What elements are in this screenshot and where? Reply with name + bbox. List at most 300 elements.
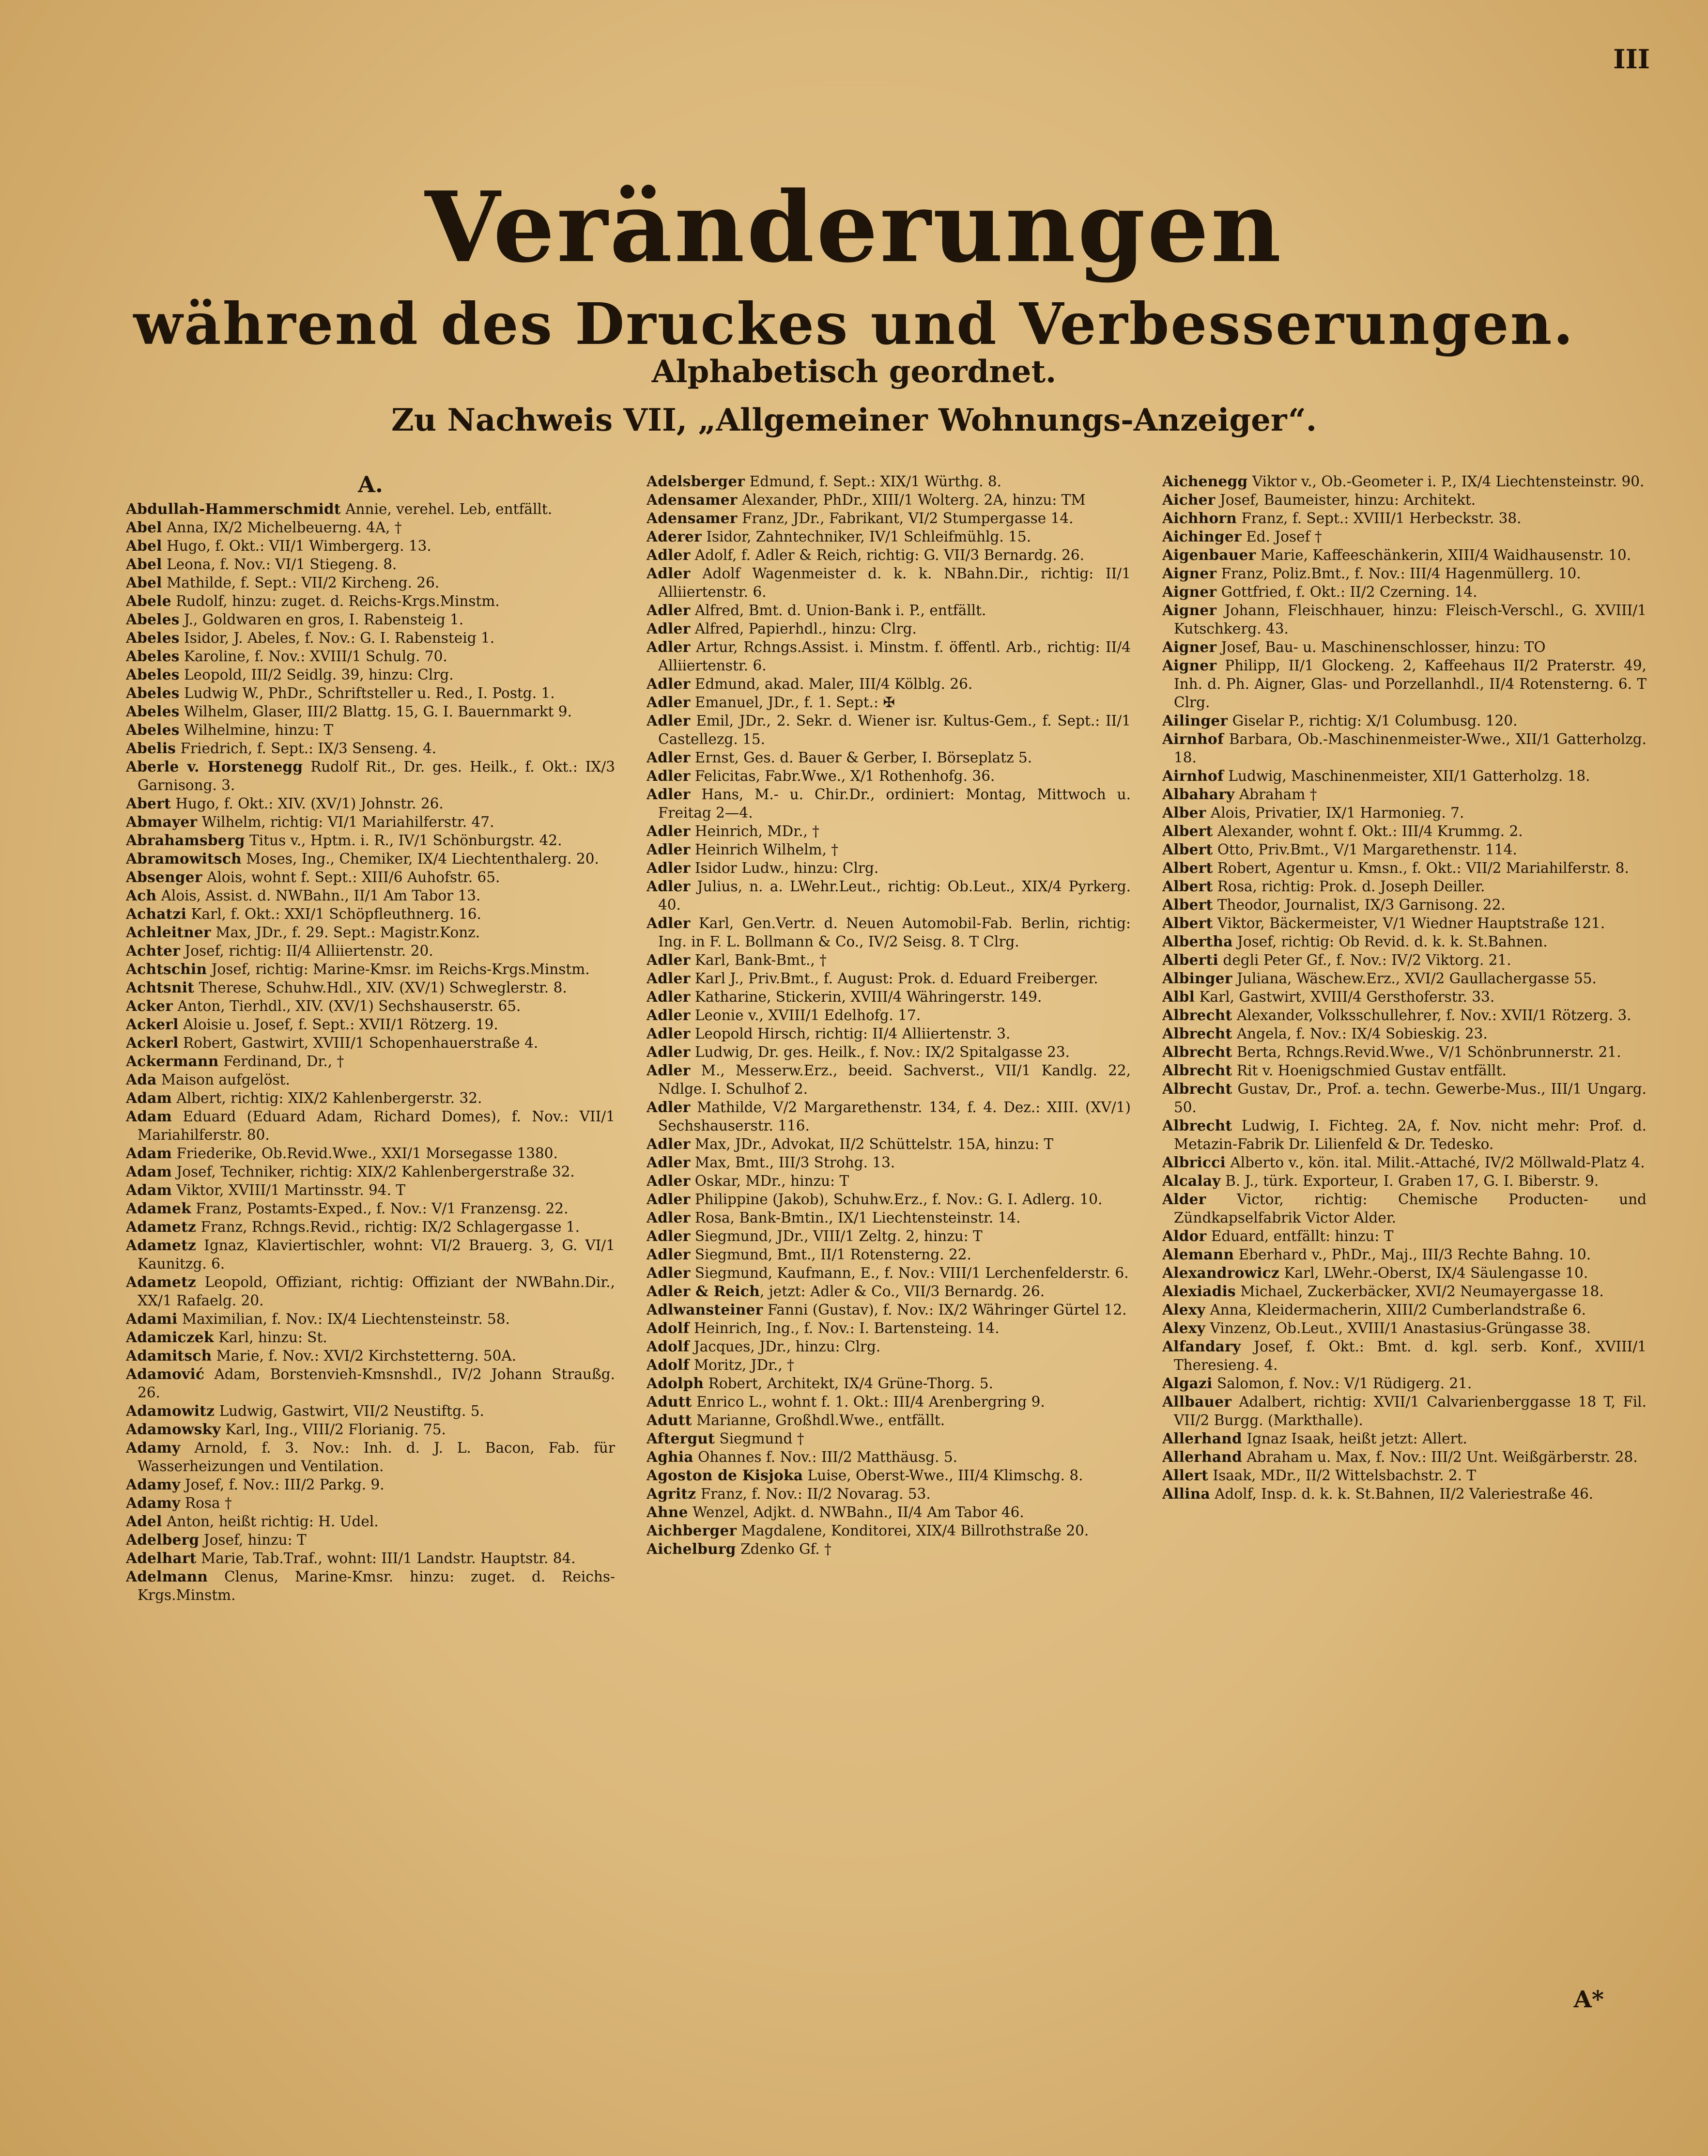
directory-entry bbox=[126, 1015, 615, 1034]
directory-entry bbox=[126, 1420, 615, 1439]
entry-details: Rudolf, hinzu: zuget. d. Reichs-Krgs.Minstm. bbox=[171, 592, 500, 609]
entry-details: Abraham † bbox=[1234, 786, 1317, 803]
entry-name: Adutt bbox=[646, 1411, 692, 1428]
entry-name: Aigner bbox=[1162, 565, 1217, 582]
entry-name: Adler bbox=[646, 878, 691, 895]
directory-entry bbox=[646, 1264, 1131, 1282]
directory-entry bbox=[126, 500, 615, 518]
entry-name: Adamy bbox=[126, 1494, 181, 1511]
entry-details: Wilhelm, Glaser, III/2 Blattg. 15, G. I. Bauernmarkt 9. bbox=[179, 703, 572, 720]
directory-entry bbox=[126, 1218, 615, 1236]
entry-name: Alexy bbox=[1162, 1301, 1206, 1318]
entry-name: Aigenbauer bbox=[1162, 546, 1256, 563]
entry-name: Aftergut bbox=[646, 1430, 715, 1447]
entry-name: Adler bbox=[646, 620, 691, 637]
directory-entry bbox=[1162, 951, 1646, 969]
directory-entry bbox=[126, 1567, 615, 1604]
directory-entry bbox=[126, 850, 615, 868]
directory-entry bbox=[646, 675, 1131, 693]
directory-entry bbox=[646, 1521, 1131, 1540]
directory-entry bbox=[646, 1503, 1131, 1521]
entry-name: Adler & Reich bbox=[646, 1283, 760, 1300]
entry-name: Adler bbox=[646, 1264, 691, 1281]
directory-entry bbox=[646, 988, 1131, 1006]
entry-name: Adler bbox=[646, 822, 691, 839]
entry-name: Allerhand bbox=[1162, 1448, 1242, 1465]
entry-details: Rosa † bbox=[180, 1494, 232, 1511]
directory-entry bbox=[126, 886, 615, 905]
entry-details: Gottfried, f. Okt.: II/2 Czerning. 14. bbox=[1216, 584, 1477, 600]
entry-details: J., Goldwaren en gros, I. Rabensteig 1. bbox=[179, 611, 464, 628]
entry-name: Ahne bbox=[646, 1504, 688, 1520]
directory-entry bbox=[646, 712, 1131, 748]
directory-entry bbox=[126, 1199, 615, 1218]
column-3 bbox=[1162, 472, 1646, 2022]
entry-name: Ach bbox=[126, 886, 157, 904]
entry-name: Adler bbox=[646, 1154, 691, 1171]
directory-entry bbox=[126, 960, 615, 978]
directory-entry bbox=[126, 905, 615, 923]
entry-name: Abeles bbox=[126, 666, 180, 683]
directory-entry bbox=[126, 592, 615, 610]
entry-details: Adolf Wagenmeister d. k. k. NBahn.Dir., richtig: II/1 Alliiertenstr. 6. bbox=[658, 565, 1131, 600]
entry-details: Franz, Poliz.Bmt., f. Nov.: III/4 Hagenmüllerg. 10. bbox=[1216, 565, 1581, 582]
entry-name: Aichinger bbox=[1162, 528, 1242, 545]
directory-entry bbox=[1162, 509, 1646, 527]
entry-details: Angela, f. Nov.: IX/4 Sobieskig. 23. bbox=[1232, 1025, 1488, 1042]
entry-details: Arnold, f. 3. Nov.: Inh. d. J. L. Bacon, Fab. für Wasserheizungen und Ventilation. bbox=[138, 1439, 615, 1474]
entry-name: Adler bbox=[646, 1135, 691, 1152]
entry-details: Karl, Bank-Bmt., † bbox=[690, 952, 827, 968]
entry-details: Rudolf Rit., Dr. ges. Heilk., f. Okt.: IX/3 Garnisong. 3. bbox=[138, 758, 615, 793]
directory-entry bbox=[646, 1024, 1131, 1043]
entry-details: Edmund, akad. Maler, III/4 Kölblg. 26. bbox=[690, 676, 973, 692]
directory-entry bbox=[126, 537, 615, 555]
entry-details: Alexander, wohnt f. Okt.: III/4 Krummg. 2. bbox=[1213, 823, 1523, 839]
entry-columns bbox=[126, 472, 1646, 2022]
entry-details: Adolf, f. Adler & Reich, richtig: G. VII/3 Bernardg. 26. bbox=[690, 547, 1085, 563]
directory-entry bbox=[126, 721, 615, 739]
directory-entry bbox=[1162, 988, 1646, 1006]
entry-details: Theodor, Journalist, IX/3 Garnisong. 22. bbox=[1213, 897, 1506, 913]
entry-name: Aigner bbox=[1162, 638, 1217, 655]
entry-details: Maximilian, f. Nov.: IX/4 Liechtensteinstr. 58. bbox=[177, 1310, 510, 1327]
entry-name: Abel bbox=[126, 537, 162, 554]
entry-name: Adami bbox=[126, 1310, 178, 1327]
entry-details: Adalbert, richtig: XVII/1 Calvarienberggasse 18 T, Fil. VII/2 Burgg. (Markthalle). bbox=[1174, 1394, 1646, 1428]
entry-details: Titus v., Hptm. i. R., IV/1 Schönburgstr. 42. bbox=[245, 832, 562, 849]
page-subtitle: während des Druckes und Verbesserungen. bbox=[133, 290, 1575, 357]
directory-entry bbox=[126, 610, 615, 629]
entry-details: Heinrich Wilhelm, † bbox=[690, 841, 839, 858]
entry-name: Absenger bbox=[126, 868, 202, 885]
entry-details: Edmund, f. Sept.: XIX/1 Würthg. 8. bbox=[745, 473, 1002, 490]
entry-details: Marie, f. Nov.: XVI/2 Kirchstetterng. 50A. bbox=[212, 1347, 517, 1364]
entry-details: Alois, Privatier, IX/1 Harmonieg. 7. bbox=[1206, 805, 1464, 821]
entry-name: Abramowitsch bbox=[126, 850, 242, 867]
column-2 bbox=[646, 472, 1131, 2022]
entry-name: Abert bbox=[126, 794, 171, 812]
entry-name: Alder bbox=[1162, 1191, 1206, 1208]
directory-entry bbox=[646, 969, 1131, 988]
entry-details: Wilhelmine, hinzu: T bbox=[179, 721, 334, 738]
entry-name: Airnhof bbox=[1162, 730, 1224, 747]
entry-name: Alexy bbox=[1162, 1319, 1206, 1336]
entry-details: Magdalene, Konditorei, XIX/4 Billrothstraße 20. bbox=[737, 1522, 1089, 1539]
entry-details: Eduard, entfällt: hinzu: T bbox=[1206, 1228, 1394, 1244]
directory-entry bbox=[646, 1172, 1131, 1190]
directory-entry bbox=[1162, 1190, 1646, 1227]
entry-name: Adolf bbox=[646, 1356, 690, 1373]
entry-details: Alfred, Papierhdl., hinzu: Clrg. bbox=[690, 620, 917, 637]
directory-entry bbox=[646, 914, 1131, 951]
directory-entry bbox=[1162, 767, 1646, 785]
entry-details: Anton, heißt richtig: H. Udel. bbox=[162, 1513, 379, 1530]
entry-name: Abdullah-Hammerschmidt bbox=[126, 500, 341, 517]
entry-details: Otto, Priv.Bmt., V/1 Margarethenstr. 114. bbox=[1213, 841, 1517, 858]
entry-details: Fanni (Gustav), f. Nov.: IX/2 Währinger Gürtel 12. bbox=[763, 1302, 1127, 1318]
entry-name: Alexandrowicz bbox=[1162, 1264, 1280, 1281]
directory-entry bbox=[1162, 546, 1646, 564]
entry-details: Max, JDr., f. 29. Sept.: Magistr.Konz. bbox=[211, 924, 480, 941]
entry-details: Franz, JDr., Fabrikant, VI/2 Stumpergasse 14. bbox=[737, 510, 1074, 527]
entry-details: Julius, n. a. LWehr.Leut., richtig: Ob.Leut., XIX/4 Pyrkerg. 40. bbox=[658, 878, 1131, 913]
entry-details: Ludwig, Dr. ges. Heilk., f. Nov.: IX/2 Spitalgasse 23. bbox=[690, 1044, 1070, 1060]
directory-entry bbox=[1162, 656, 1646, 712]
entry-details: Enrico L., wohnt f. 1. Okt.: III/4 Arenbergring 9. bbox=[692, 1394, 1045, 1410]
directory-entry bbox=[126, 739, 615, 758]
entry-name: Agoston de Kisjoka bbox=[646, 1467, 803, 1484]
directory-entry bbox=[646, 1227, 1131, 1245]
entry-name: Adler bbox=[646, 767, 691, 784]
entry-name: Albert bbox=[1162, 896, 1213, 913]
entry-name: Adler bbox=[646, 1099, 691, 1116]
entry-details: Giselar P., richtig: X/1 Columbusg. 120. bbox=[1228, 713, 1518, 729]
entry-details: Vinzenz, Ob.Leut., XVIII/1 Anastasius-Grüngasse 38. bbox=[1205, 1320, 1591, 1336]
entry-name: Albrecht bbox=[1162, 1117, 1232, 1134]
entry-details: Alberto v., kön. ital. Milit.-Attaché, IV/2 Möllwald-Platz 4. bbox=[1226, 1154, 1645, 1171]
entry-name: Adler bbox=[646, 1025, 691, 1042]
directory-entry bbox=[1162, 1448, 1646, 1466]
entry-details: Karl J., Priv.Bmt., f. August: Prok. d. Eduard Freiberger. bbox=[690, 970, 1098, 987]
entry-name: Achtsnit bbox=[126, 978, 195, 996]
directory-entry bbox=[126, 629, 615, 647]
directory-entry bbox=[1162, 1006, 1646, 1024]
entry-name: Achatzi bbox=[126, 905, 187, 922]
directory-entry bbox=[1162, 1429, 1646, 1448]
entry-name: Albinger bbox=[1162, 970, 1232, 987]
entry-name: Adolf bbox=[646, 1319, 690, 1336]
entry-details: Ohannes f. Nov.: III/2 Matthäusg. 5. bbox=[693, 1449, 958, 1465]
directory-entry bbox=[126, 813, 615, 831]
directory-entry bbox=[126, 647, 615, 666]
entry-details: Salomon, f. Nov.: V/1 Rüdigerg. 21. bbox=[1212, 1375, 1472, 1392]
entry-name: Adler bbox=[646, 749, 691, 766]
entry-details: Katharine, Stickerin, XVIII/4 Währingerstr. 149. bbox=[690, 989, 1042, 1005]
directory-entry bbox=[646, 1393, 1131, 1411]
entry-name: Albrecht bbox=[1162, 1043, 1232, 1060]
entry-details: Rosa, richtig: Prok. d. Joseph Deiller. bbox=[1213, 878, 1485, 895]
entry-name: Adensamer bbox=[646, 491, 738, 508]
entry-details: B. J., türk. Exporteur, I. Graben 17, G. I. Biberstr. 9. bbox=[1220, 1173, 1599, 1189]
directory-entry bbox=[646, 1429, 1131, 1448]
entry-details: Max, JDr., Advokat, II/2 Schüttelstr. 15A, hinzu: T bbox=[690, 1136, 1054, 1152]
entry-name: Adler bbox=[646, 1062, 691, 1079]
directory-entry bbox=[1162, 1153, 1646, 1172]
entry-name: Albertha bbox=[1162, 933, 1233, 950]
entry-name: Airnhof bbox=[1162, 767, 1224, 784]
directory-entry bbox=[1162, 1043, 1646, 1061]
entry-name: Aigner bbox=[1162, 602, 1217, 619]
entry-details: Alexander, Volksschullehrer, f. Nov.: XVII/1 Rötzerg. 3. bbox=[1232, 1007, 1631, 1024]
entry-details: degli Peter Gf., f. Nov.: IV/2 Viktorg. 21. bbox=[1218, 952, 1511, 968]
directory-entry bbox=[126, 702, 615, 721]
directory-entry bbox=[1162, 1319, 1646, 1337]
entry-details: Emanuel, JDr., f. 1. Sept.: ✠ bbox=[690, 694, 895, 711]
entry-details: Clenus, Marine-Kmsr. hinzu: zuget. d. Reichs-Krgs.Minstm. bbox=[138, 1568, 615, 1603]
entry-name: Adler bbox=[646, 859, 691, 876]
directory-entry bbox=[646, 1061, 1131, 1098]
entry-name: Adler bbox=[646, 1172, 691, 1189]
entry-details: Isidor Ludw., hinzu: Clrg. bbox=[690, 860, 879, 876]
entry-name: Adam bbox=[126, 1181, 172, 1198]
entry-name: Adensamer bbox=[646, 510, 738, 527]
directory-entry bbox=[126, 518, 615, 537]
entry-details: Alexander, PhDr., XIII/1 Wolterg. 2A, hinzu: TM bbox=[737, 492, 1086, 508]
entry-details: Josef, f. Nov.: III/2 Parkg. 9. bbox=[180, 1476, 385, 1493]
directory-entry bbox=[126, 794, 615, 813]
directory-entry bbox=[646, 620, 1131, 638]
entry-name: Aigner bbox=[1162, 583, 1217, 600]
entry-details: Albert, richtig: XIX/2 Kahlenbergerstr. 32. bbox=[172, 1089, 482, 1106]
entry-name: Abelis bbox=[126, 739, 176, 757]
entry-details: Isidor, J. Abeles, f. Nov.: G. I. Rabensteig 1. bbox=[179, 629, 495, 646]
directory-entry bbox=[646, 1374, 1131, 1393]
entry-details: Zdenko Gf. † bbox=[736, 1541, 831, 1557]
directory-entry bbox=[126, 831, 615, 850]
entry-name: Alcalay bbox=[1162, 1172, 1221, 1189]
entry-details: Gustav, Dr., Prof. a. techn. Gewerbe-Mus., III/1 Ungarg. 50. bbox=[1174, 1081, 1646, 1116]
entry-name: Aicher bbox=[1162, 491, 1216, 508]
entry-details: Mathilde, f. Sept.: VII/2 Kircheng. 26. bbox=[162, 574, 440, 591]
directory-entry bbox=[1162, 1080, 1646, 1117]
entry-name: Aldor bbox=[1162, 1227, 1207, 1244]
entry-name: Abeles bbox=[126, 721, 180, 738]
directory-entry bbox=[646, 822, 1131, 840]
entry-details: Friedrich, f. Sept.: IX/3 Senseng. 4. bbox=[176, 740, 437, 757]
directory-entry bbox=[1162, 1061, 1646, 1080]
entry-name: Aichelburg bbox=[646, 1540, 736, 1557]
entry-details: Wilhelm, richtig: VI/1 Mariahilferstr. 47. bbox=[197, 813, 494, 830]
entry-details: Hugo, f. Okt.: VII/1 Wimbergerg. 13. bbox=[162, 537, 431, 554]
entry-name: Algazi bbox=[1162, 1375, 1213, 1392]
entry-name: Abeles bbox=[126, 647, 180, 665]
entry-name: Adler bbox=[646, 951, 691, 968]
directory-entry bbox=[1162, 840, 1646, 859]
directory-entry bbox=[1162, 1117, 1646, 1153]
column-1 bbox=[126, 472, 615, 2022]
directory-entry bbox=[126, 923, 615, 942]
directory-entry bbox=[646, 1006, 1131, 1024]
entry-details: Rit v. Hoenigschmied Gustav entfällt. bbox=[1232, 1062, 1507, 1079]
entry-details: Leonie v., XVIII/1 Edelhofg. 17. bbox=[690, 1007, 921, 1024]
entry-details: Franz, Postamts-Exped., f. Nov.: V/1 Franzensg. 22. bbox=[191, 1200, 569, 1217]
entry-name: Adamy bbox=[126, 1439, 181, 1456]
entry-details: Oskar, MDr., hinzu: T bbox=[690, 1173, 849, 1189]
entry-details: Josef, Techniker, richtig: XIX/2 Kahlenbergerstraße 32. bbox=[172, 1163, 575, 1180]
entry-name: Aichenegg bbox=[1162, 473, 1248, 490]
directory-entry bbox=[126, 1347, 615, 1365]
entry-details: Maison aufgelöst. bbox=[156, 1071, 290, 1088]
entry-name: Adler bbox=[646, 1043, 691, 1060]
entry-details: Josef, Bau- u. Maschinenschlosser, hinzu: TO bbox=[1216, 639, 1546, 655]
directory-entry bbox=[646, 491, 1131, 509]
entry-name: Adler bbox=[646, 1007, 691, 1024]
entry-details: Leopold, Offiziant, richtig: Offiziant der NWBahn.Dir., XX/1 Rafaelg. 20. bbox=[138, 1273, 615, 1309]
entry-details: Karl, hinzu: St. bbox=[214, 1329, 327, 1346]
entry-name: Adler bbox=[646, 565, 691, 582]
entry-details: , jetzt: Adler & Co., VII/3 Bernardg. 26. bbox=[760, 1283, 1045, 1300]
entry-details: Luise, Oberst-Wwe., III/4 Klimschg. 8. bbox=[803, 1467, 1083, 1484]
directory-entry bbox=[126, 1531, 615, 1549]
entry-name: Acker bbox=[126, 997, 173, 1014]
entry-details: M., Messerw.Erz., beeid. Sachverst., VII/1 Kandlg. 22, Ndlge. I. Schulhof 2. bbox=[658, 1062, 1131, 1097]
entry-details: Ernst, Ges. d. Bauer & Gerber, I. Börseplatz 5. bbox=[690, 749, 1032, 766]
directory-entry bbox=[126, 684, 615, 702]
directory-entry bbox=[1162, 638, 1646, 656]
entry-name: Aghia bbox=[646, 1448, 693, 1465]
entry-name: Adolf bbox=[646, 1338, 690, 1355]
entry-name: Aberle v. Horstenegg bbox=[126, 758, 303, 775]
entry-details: Robert, Architekt, IX/4 Grüne-Thorg. 5. bbox=[704, 1375, 993, 1392]
entry-name: Allert bbox=[1162, 1467, 1209, 1484]
directory-entry bbox=[1162, 1024, 1646, 1043]
directory-entry bbox=[126, 574, 615, 592]
entry-name: Adamović bbox=[126, 1365, 205, 1382]
directory-entry bbox=[1162, 1374, 1646, 1393]
directory-entry bbox=[646, 546, 1131, 564]
directory-entry bbox=[646, 1411, 1131, 1429]
directory-entry bbox=[1162, 1301, 1646, 1319]
directory-entry bbox=[1162, 491, 1646, 509]
entry-details: Jacques, JDr., hinzu: Clrg. bbox=[689, 1338, 881, 1355]
entry-name: Alemann bbox=[1162, 1246, 1234, 1263]
entry-details: Moses, Ing., Chemiker, IX/4 Liechtenthalerg. 20. bbox=[241, 850, 599, 867]
directory-entry bbox=[646, 840, 1131, 859]
entry-details: Juliana, Wäschew.Erz., XVI/2 Gaullachergasse 55. bbox=[1232, 970, 1597, 987]
entry-details: Josef, richtig: Ob Revid. d. k. k. St.Bahnen. bbox=[1232, 933, 1548, 950]
entry-name: Albl bbox=[1162, 988, 1195, 1005]
entry-name: Abeles bbox=[126, 702, 180, 720]
entry-details: Viktor v., Ob.-Geometer i. P., IX/4 Liechtensteinstr. 90. bbox=[1247, 473, 1645, 490]
directory-entry bbox=[1162, 859, 1646, 877]
entry-name: Adelhart bbox=[126, 1549, 197, 1567]
entry-name: Adler bbox=[646, 638, 691, 655]
entry-name: Aigner bbox=[1162, 657, 1217, 674]
directory-entry bbox=[646, 472, 1131, 491]
entry-details: Franz, f. Sept.: XVIII/1 Herbeckstr. 38. bbox=[1237, 510, 1522, 527]
directory-entry bbox=[646, 767, 1131, 785]
entry-name: Adam bbox=[126, 1163, 172, 1180]
directory-entry bbox=[126, 1439, 615, 1475]
directory-entry bbox=[1162, 896, 1646, 914]
entry-name: Abeles bbox=[126, 684, 180, 701]
entry-name: Adam bbox=[126, 1107, 172, 1125]
subheading: Alphabetisch geordnet. bbox=[651, 354, 1057, 390]
directory-entry bbox=[126, 1107, 615, 1144]
entry-details: Therese, Schuhw.Hdl., XIV. (XV/1) Schweglerstr. 8. bbox=[194, 979, 567, 996]
entry-details: Isidor, Zahntechniker, IV/1 Schleifmühlg. 15. bbox=[701, 528, 1031, 545]
entry-name: Adler bbox=[646, 1227, 691, 1244]
entry-details: Adolf, Insp. d. k. k. St.Bahnen, II/2 Valeriestraße 46. bbox=[1210, 1486, 1594, 1502]
entry-details: Franz, Rchngs.Revid., richtig: IX/2 Schlagergasse 1. bbox=[196, 1218, 580, 1235]
directory-entry bbox=[126, 1089, 615, 1107]
entry-details: Victor, richtig: Chemische Producten- und Zündkapselfabrik Victor Alder. bbox=[1174, 1191, 1646, 1226]
entry-name: Adam bbox=[126, 1144, 172, 1162]
directory-entry bbox=[646, 859, 1131, 877]
entry-details: Eduard (Eduard Adam, Richard Domes), f. Nov.: VII/1 Mariahilferstr. 80. bbox=[138, 1108, 615, 1143]
entry-details: Heinrich, Ing., f. Nov.: I. Bartensteing. 14. bbox=[689, 1320, 1000, 1336]
directory-entry bbox=[1162, 1393, 1646, 1429]
directory-entry bbox=[1162, 472, 1646, 491]
entry-name: Adel bbox=[126, 1512, 162, 1530]
entry-details: Felicitas, Fabr.Wwe., X/1 Rothenhofg. 36. bbox=[690, 768, 995, 784]
entry-name: Achleitner bbox=[126, 923, 211, 941]
directory-entry bbox=[126, 1365, 615, 1402]
reference-line: Zu Nachweis VII, „Allgemeiner Wohnungs-Anzeiger“. bbox=[391, 402, 1317, 438]
directory-entry bbox=[646, 1356, 1131, 1374]
entry-name: Ailinger bbox=[1162, 712, 1228, 729]
directory-entry bbox=[646, 564, 1131, 601]
directory-entry bbox=[1162, 877, 1646, 896]
entry-name: Adamiczek bbox=[126, 1328, 214, 1346]
entry-name: Achter bbox=[126, 942, 181, 959]
entry-name: Abel bbox=[126, 555, 162, 573]
entry-details: Marianne, Großhdl.Wwe., entfällt. bbox=[692, 1412, 945, 1428]
entry-name: Aichberger bbox=[646, 1522, 737, 1539]
entry-name: Alfandary bbox=[1162, 1338, 1241, 1355]
directory-entry bbox=[646, 1448, 1131, 1466]
directory-entry bbox=[1162, 785, 1646, 804]
directory-entry bbox=[126, 1034, 615, 1052]
entry-name: Albert bbox=[1162, 841, 1213, 858]
directory-entry bbox=[646, 1190, 1131, 1209]
directory-entry bbox=[646, 1337, 1131, 1356]
entry-details: Viktor, Bäckermeister, V/1 Wiedner Hauptstraße 121. bbox=[1213, 915, 1605, 931]
entry-name: Albahary bbox=[1162, 786, 1235, 803]
entry-name: Adler bbox=[646, 712, 691, 729]
entry-details: Ludwig W., PhDr., Schriftsteller u. Red., I. Postg. 1. bbox=[179, 684, 555, 701]
entry-name: Ackerl bbox=[126, 1034, 179, 1051]
entry-details: Adam, Borstenvieh-Kmsnshdl., IV/2 Johann Straußg. 26. bbox=[138, 1365, 615, 1401]
entry-name: Alber bbox=[1162, 804, 1206, 821]
signature-mark: A* bbox=[1573, 1986, 1604, 2013]
directory-entry bbox=[126, 666, 615, 684]
directory-entry bbox=[646, 1319, 1131, 1337]
directory-entry bbox=[646, 1043, 1131, 1061]
directory-entry bbox=[1162, 1282, 1646, 1301]
entry-details: Alois, wohnt f. Sept.: XIII/6 Auhofstr. 65. bbox=[202, 869, 500, 885]
entry-name: Aichhorn bbox=[1162, 510, 1237, 527]
entry-details: Siegmund, Bmt., II/1 Rotensterng. 22. bbox=[690, 1246, 971, 1263]
entry-name: Adamek bbox=[126, 1199, 191, 1217]
entry-name: Abele bbox=[126, 592, 171, 609]
directory-entry bbox=[126, 1144, 615, 1163]
page-number: III bbox=[1613, 44, 1650, 75]
entry-name: Adam bbox=[126, 1089, 172, 1106]
entry-details: Josef, f. Okt.: Bmt. d. kgl. serb. Konf., XVIII/1 Theresieng. 4. bbox=[1174, 1338, 1646, 1373]
entry-name: Albrecht bbox=[1162, 1007, 1232, 1024]
